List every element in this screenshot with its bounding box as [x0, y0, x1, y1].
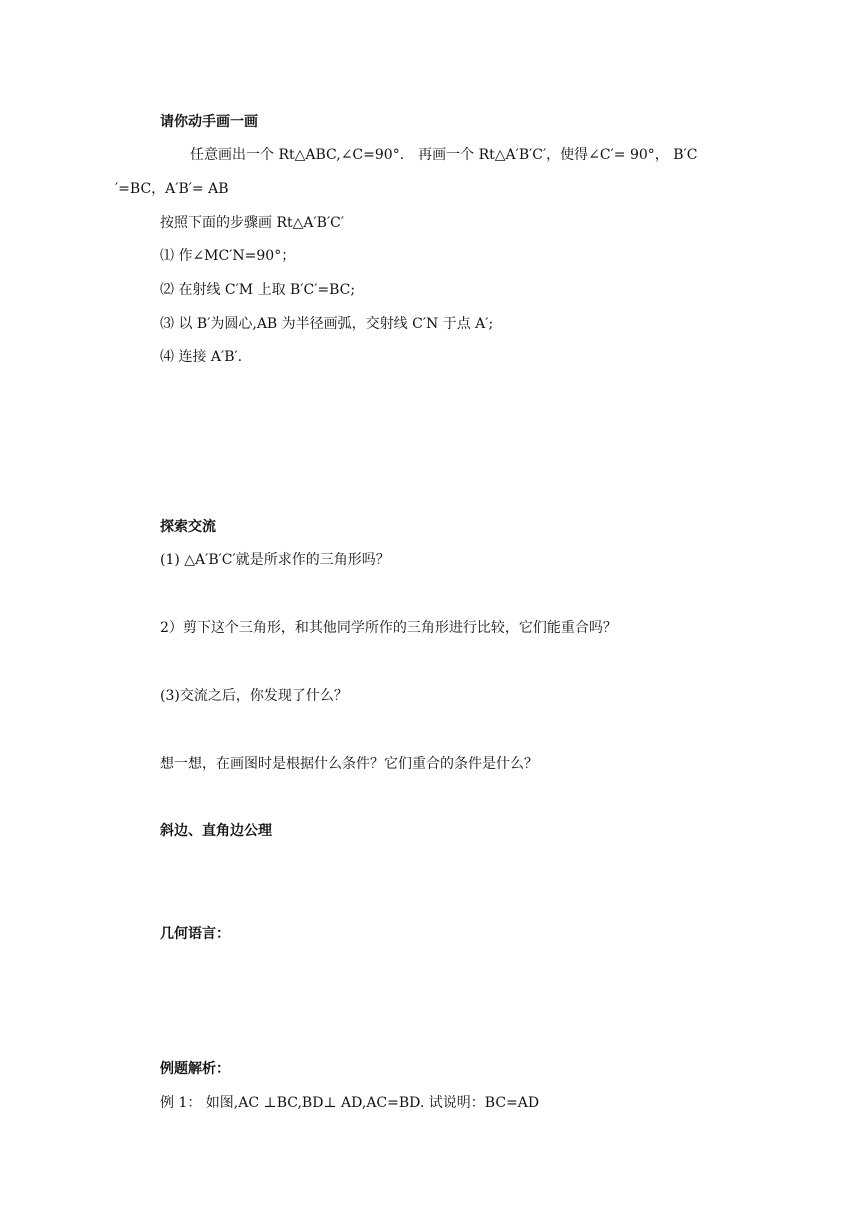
step-2: ⑵ 在射线 C′M 上取 B′C′=BC;: [160, 282, 356, 298]
think-question: 想一想，在画图时是根据什么条件？它们重合的条件是什么？: [160, 756, 538, 772]
example-1: 例 1： 如图,AC ⊥BC,BD⊥ AD,AC=BD. 试说明：BC=AD: [160, 1095, 540, 1111]
heading-geometric-language: 几何语言：: [160, 926, 230, 942]
question-1: (1) △A′B′C′就是所求作的三角形吗？: [160, 552, 390, 568]
steps-intro: 按照下面的步骤画 Rt△A′B′C′: [160, 215, 345, 231]
heading-draw-exercise: 请你动手画一画: [160, 114, 258, 130]
intro-text-line-2: ′=BC，A′B′= AB: [115, 181, 229, 197]
step-4: ⑷ 连接 A′B′.: [160, 349, 243, 365]
heading-explore: 探索交流: [160, 519, 216, 535]
intro-text-line-1: 任意画出一个 Rt△ABC,∠C=90°． 再画一个 Rt△A′B′C′，使得∠C′= 90°， B′C: [190, 147, 698, 163]
heading-example-analysis: 例题解析：: [160, 1061, 230, 1077]
question-2: 2）剪下这个三角形，和其他同学所作的三角形进行比较，它们能重合吗？: [160, 620, 617, 636]
question-3: (3)交流之后，你发现了什么？: [160, 688, 348, 704]
step-1: ⑴ 作∠MC′N=90°；: [160, 248, 296, 264]
heading-hl-theorem: 斜边、直角边公理: [160, 823, 272, 839]
step-3: ⑶ 以 B′为圆心,AB 为半径画弧，交射线 C′N 于点 A′;: [160, 316, 494, 332]
